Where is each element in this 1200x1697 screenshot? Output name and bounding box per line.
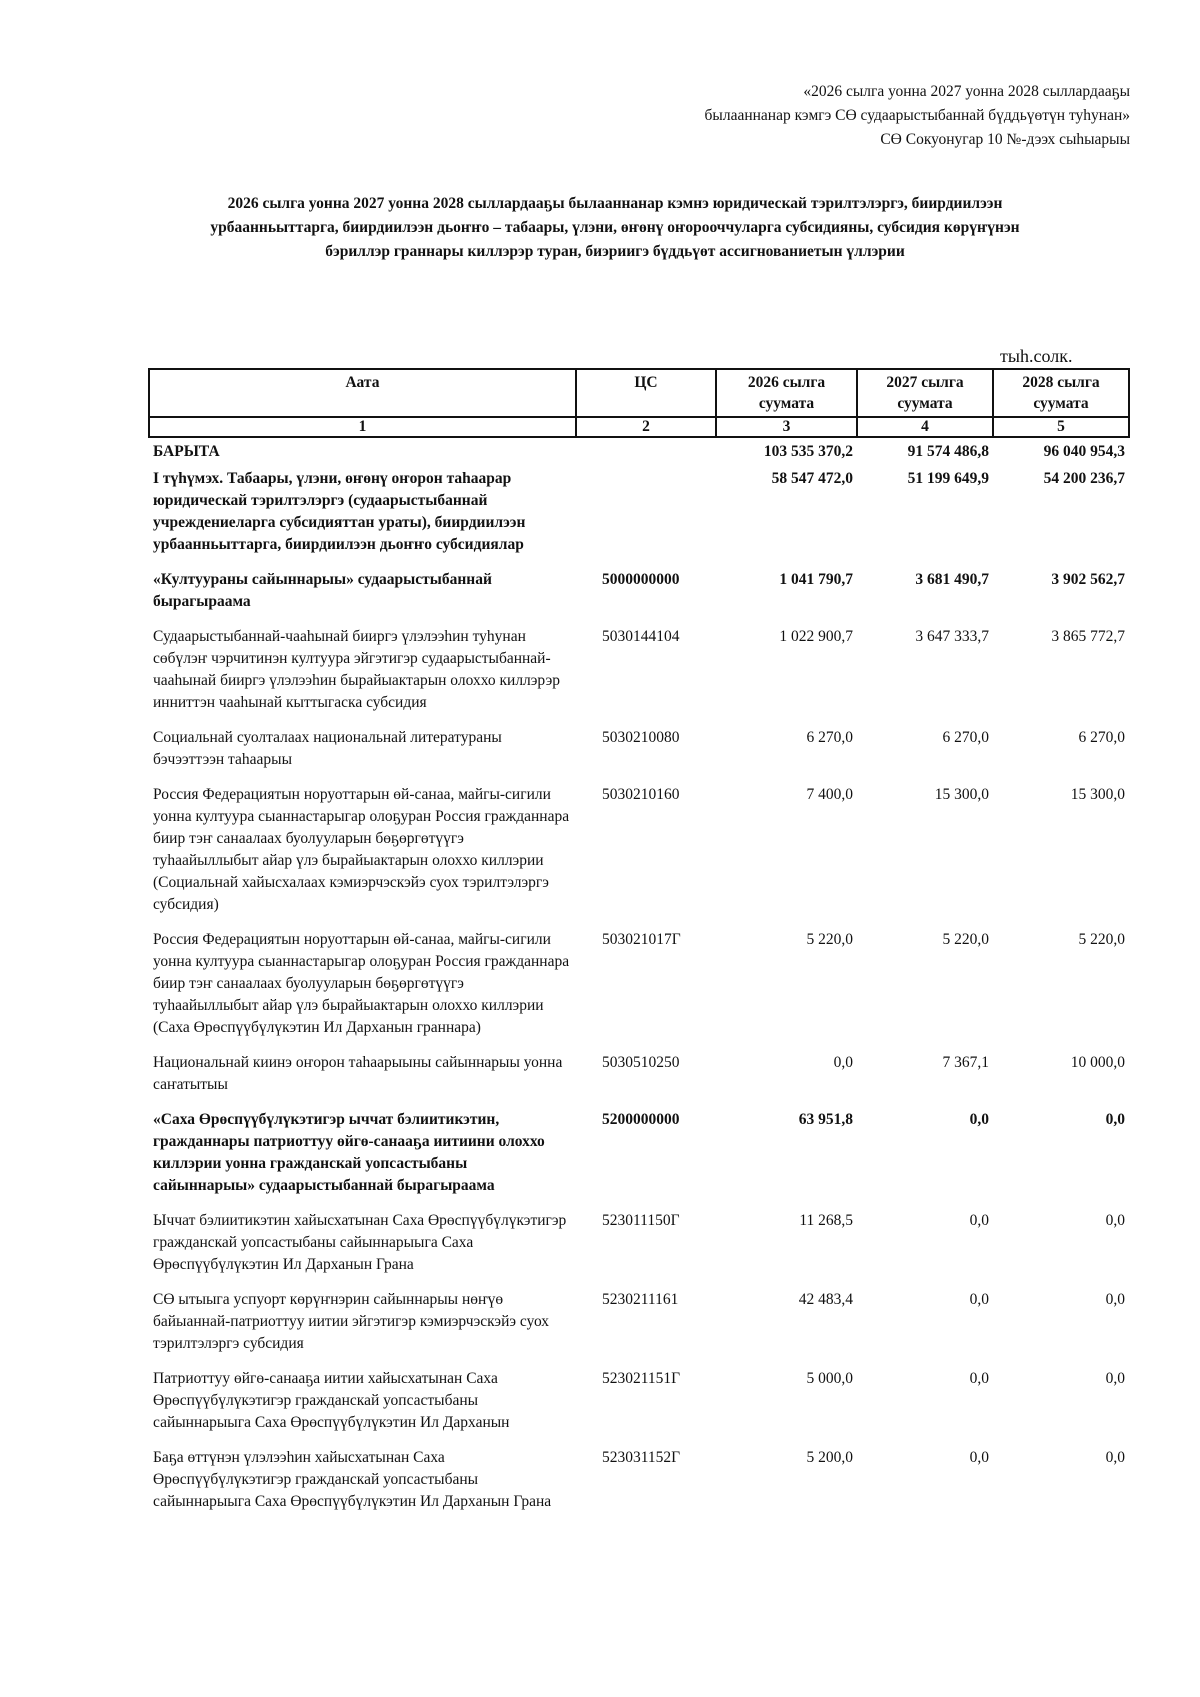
row-value-2028: 10 000,0 [1070,1054,1125,1071]
column-number: 3 [716,417,857,437]
row-name: СӨ ытыыга успуорт көрүҥнэрин сайыннарыы нөҥүө байыаннай-патриоттуу иитии эйгэтигэр кэмиэрчэскэйэ суох тэрилтэлэргэ субсидия [153,1291,550,1352]
row-value-2026: 0,0 [833,1054,853,1071]
row-name: Национальнай киинэ оҥорон таһаарыыны сайыннарыы уонна саҥатытыы [153,1054,563,1093]
row-value-2026: 1 041 790,7 [779,571,853,588]
table-row [149,1286,1129,1365]
row-name: Ыччат бэлиитикэтин хайысхатынан Саха Өрөспүүбүлүкэтигэр гражданскай уопсастыбаны сайыннарыыга Саха Өрөспүүбүлүкэтин Ил Дарханын Грана [153,1212,567,1273]
table-row [149,724,1129,781]
row-code: 523011150Г [602,1212,680,1229]
title-line-2: урбаанньыттарга, биирдиилээн дьоҥҥо – табаары, үлэни, өҥөнү оҥорооччуларга субсидияны, субсидия көрүҥүнэн [210,219,1020,236]
row-name: Россия Федерациятын норуоттарын өй-санаа, майгы-сигили уонна култуура сыаннастарыгар олоҕуран Россия гражданнара биир тэҥ санаалаах буолууларын бөҕөргөтүүгэ туһаайыллыбыт айар үлэ бырайыактарын олоххо киллэрии (Саха Өрөспүүбүлүкэтин Ил Дарханын граннара) [153,931,570,1036]
row-code: 503021017Г [602,931,681,948]
row-code: 523031152Г [602,1449,681,1466]
column-number: 4 [857,417,993,437]
header-name: Аата [149,369,576,417]
row-value-2026: 5 220,0 [806,931,853,948]
row-value-2028: 3 902 562,7 [1051,571,1125,588]
row-value-2028: 54 200 236,7 [1043,470,1125,487]
row-code: 5000000000 [602,571,680,588]
table-row [149,1365,1129,1444]
row-name: «Саха Өрөспүүбүлүкэтигэр ыччат бэлиитикэтин, гражданнары патриоттуу өйгө-санааҕа иитиини олоххо киллэрии уонна гражданскай уопсастыбаны сайыннарыы» судаарыстыбаннай бырагыраама [153,1111,545,1194]
row-value-2028: 15 300,0 [1070,786,1125,803]
table-row-program [149,1106,1129,1207]
row-value-2028: 0,0 [1105,1111,1125,1128]
row-value-2028: 0,0 [1105,1449,1125,1466]
table-row-program [149,566,1129,623]
table-row [149,1444,1129,1523]
row-value-2026: 63 951,8 [798,1111,853,1128]
row-value-2026: 7 400,0 [806,786,853,803]
row-value-2027: 0,0 [969,1111,989,1128]
row-value-2026: 5 200,0 [806,1449,853,1466]
row-value-2028: 5 220,0 [1078,931,1125,948]
appendix-line-3: СӨ Сокуонугар 10 №-дээх сыһыарыы [880,131,1130,148]
row-value-2028: 0,0 [1105,1370,1125,1387]
appendix-line-1: «2026 сылга уонна 2027 уонна 2028 сыллардааҕы [803,83,1130,100]
document-title [150,192,1080,264]
row-value-2028: 0,0 [1105,1291,1125,1308]
unit-label: тыһ.солк. [1000,346,1073,366]
row-value-2027: 3 647 333,7 [915,628,989,645]
row-code: 5030510250 [602,1054,680,1071]
row-name: Судаарыстыбаннай-чааһынай бииргэ үлэлээһин туһунан сөбүлэҥ чэрчитинэн култуура эйгэтигэр судаарыстыбаннай-чааһынай бииргэ үлэлээһин бырайыактарын олоххо киллэрэр инниттэн чааһынай кыттыгаска субсидия [153,628,560,711]
row-value-2026: 11 268,5 [799,1212,853,1229]
table-row [149,1207,1129,1286]
row-value-2027: 0,0 [969,1212,989,1229]
row-value-2027: 5 220,0 [942,931,989,948]
row-value-2026: 1 022 900,7 [779,628,853,645]
row-value-2026: 42 483,4 [798,1291,853,1308]
row-value-2027: 0,0 [969,1370,989,1387]
row-value-2028: 0,0 [1105,1212,1125,1229]
row-value-2028: 6 270,0 [1078,729,1125,746]
column-number: 1 [149,417,576,437]
row-code: 523021151Г [602,1370,681,1387]
row-name: Россия Федерациятын норуоттарын өй-санаа, майгы-сигили уонна култуура сыаннастарыгар олоҕуран Россия гражданнара биир тэҥ санаалаах буолууларын бөҕөргөтүүгэ туһаайыллыбыт айар үлэ бырайыактарын олоххо киллэрии (Социальнай хайысхалаах кэмиэрчэскэйэ суох тэрилтэлэргэ субсидия) [153,786,570,913]
row-value-2028: 96 040 954,3 [1043,443,1125,460]
row-name: I түһүмэх. Табаары, үлэни, өҥөнү оҥорон таһаарар юридическай тэрилтэлэргэ (судаарыстыбаннай учреждениеларга субсидияттан ураты), биирдиилээн урбаанньыттарга, биирдиилээн дьоҥҥо субсидиялар [153,470,526,553]
row-value-2027: 0,0 [969,1449,989,1466]
appendix-reference [410,80,1130,152]
row-name: «Култуураны сайыннарыы» судаарыстыбаннай бырагыраама [153,571,492,610]
row-code: 5030144104 [602,628,680,645]
row-value-2027: 15 300,0 [934,786,989,803]
title-line-3: бэриллэр граннары киллэрэр туран, биэриигэ бүддьүөт ассигнованиетын үллэрии [325,243,905,260]
row-value-2026: 5 000,0 [806,1370,853,1387]
row-code: 5200000000 [602,1111,680,1128]
column-number: 5 [993,417,1129,437]
row-code: 5230211161 [602,1291,679,1308]
row-value-2028: 3 865 772,7 [1051,628,1125,645]
header-code: ЦС [576,369,716,417]
row-value-2027: 7 367,1 [942,1054,989,1071]
row-name: БАРЫТА [153,443,220,460]
subsidy-table [148,368,1130,1523]
table-row [149,926,1129,1049]
row-value-2027: 91 574 486,8 [907,443,989,460]
appendix-line-2: былааннанар кэмгэ СӨ судаарыстыбаннай бүддьүөтүн туһунан» [704,107,1130,124]
row-name: Социальнай суолталаах национальнай литератураны бэчээттээн таһаарыы [153,729,502,768]
column-number: 2 [576,417,716,437]
row-value-2026: 58 547 472,0 [771,470,853,487]
table-row [149,781,1129,926]
row-code: 5030210160 [602,786,680,803]
table-row [149,623,1129,724]
row-name: Патриоттуу өйгө-санааҕа иитии хайысхатынан Саха Өрөспүүбүлүкэтигэр гражданскай уопсастыбаны сайыннарыыга Саха Өрөспүүбүлүкэтин Ил Дарханын [153,1370,510,1431]
column-number-row [149,417,1129,437]
row-value-2027: 0,0 [969,1291,989,1308]
table-row-total [149,437,1129,465]
header-2028: 2028 сылга суумата [993,369,1129,417]
row-value-2026: 6 270,0 [806,729,853,746]
row-code [576,437,716,465]
row-value-2027: 6 270,0 [942,729,989,746]
row-value-2027: 3 681 490,7 [915,571,989,588]
row-code: 5030210080 [602,729,680,746]
title-line-1: 2026 сылга уонна 2027 уонна 2028 сыллардааҕы былааннанар кэмнэ юридическай тэрилтэлэргэ, биирдиилээн [227,195,1003,212]
row-name: Баҕа өттүнэн үлэлээһин хайысхатынан Саха Өрөспүүбүлүкэтигэр гражданскай уопсастыбаны сайыннарыыга Саха Өрөспүүбүлүкэтин Ил Дарханын Грана [153,1449,552,1510]
row-code [576,465,716,566]
table-row [149,1049,1129,1106]
table-row-section [149,465,1129,566]
row-value-2027: 51 199 649,9 [907,470,989,487]
header-2027: 2027 сылга суумата [857,369,993,417]
header-row [149,369,1129,417]
row-value-2026: 103 535 370,2 [763,443,853,460]
header-2026: 2026 сылга суумата [716,369,857,417]
